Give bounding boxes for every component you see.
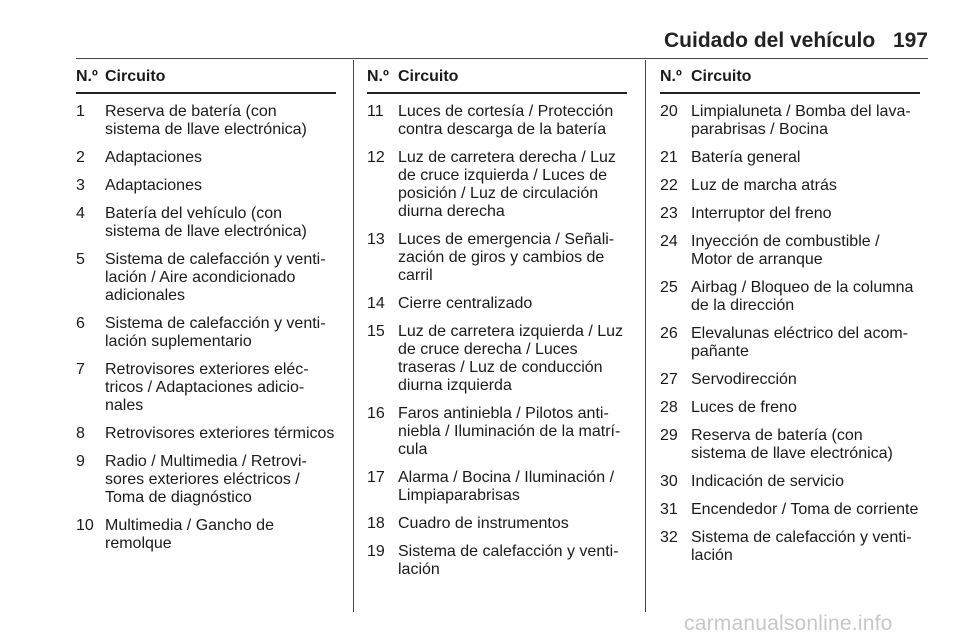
fuse-number: 32 [660,529,678,546]
fuse-entry [76,361,336,415]
fuse-circuit: Servodirección [691,371,797,388]
fuse-entry [367,295,627,313]
fuse-circuit: Luz de carretera izquierda / Luz de cruce derecha / Luces traseras / Luz de conducción diurna izquierda [398,323,624,394]
fuse-number: 30 [660,473,678,490]
fuse-number: 7 [76,361,85,378]
fuse-entry [76,315,336,351]
fuse-entry [660,529,920,565]
fuse-entry [76,149,336,167]
header-circuit: Circuito [691,68,752,85]
fuse-number: 25 [660,279,678,296]
page-header [664,26,928,56]
fuse-number: 5 [76,251,85,268]
fuse-number: 1 [76,103,85,120]
fuse-entry [76,103,336,139]
fuse-circuit: Sistema de calefacción y ventilación / Aire acondicionado adicionales [105,251,326,304]
fuse-entry [76,177,336,195]
fuse-entry [660,177,920,195]
fuse-circuit: Adaptaciones [105,177,202,194]
fuse-number: 23 [660,205,678,222]
fuse-entry [660,205,920,223]
fuse-circuit: Elevalunas eléctrico del acompañante [691,325,908,360]
fuse-number: 12 [367,149,385,166]
fuse-entry [660,501,920,519]
fuse-number: 20 [660,103,678,120]
fuse-circuit: Reserva de batería (con sistema de llave electrónica) [691,427,893,462]
fuse-entry [367,231,627,285]
fuse-entry [660,279,920,315]
fuse-number: 13 [367,231,385,248]
fuse-entry [367,323,627,395]
header-num: N.º [660,68,682,85]
fuse-entry [76,453,336,507]
fuse-entry [76,251,336,305]
fuse-circuit: Batería general [691,149,801,166]
fuse-number: 21 [660,149,678,166]
watermark: carmanualsonline.info [684,612,893,635]
fuse-column-3 [660,64,920,575]
fuse-entry [76,425,336,443]
fuse-number: 15 [367,323,385,340]
fuse-number: 24 [660,233,678,250]
fuse-circuit: Interruptor del freno [691,205,832,222]
fuse-circuit: Airbag / Bloqueo de la columna de la dirección [691,279,914,314]
fuse-number: 2 [76,149,85,166]
fuse-number: 6 [76,315,85,332]
fuse-entry [660,149,920,167]
fuse-entry [660,233,920,269]
fuse-circuit: Batería del vehículo (con sistema de llave electrónica) [105,205,307,240]
fuse-number: 26 [660,325,678,342]
fuse-circuit: Adaptaciones [105,149,202,166]
fuse-circuit: Radio / Multimedia / Retrovisores exteriores eléctricos / Toma de diagnóstico [105,453,307,506]
page-title: Cuidado del vehículo [664,29,876,52]
fuse-circuit: Cuadro de instrumentos [398,515,569,532]
fuse-circuit: Alarma / Bocina / Iluminación / Limpiaparabrisas [398,469,615,504]
fuse-entry [76,205,336,241]
header-circuit: Circuito [105,68,166,85]
fuse-number: 22 [660,177,678,194]
page-number: 197 [892,29,928,52]
fuse-circuit: Luces de freno [691,399,797,416]
fuse-circuit: Indicación de servicio [691,473,844,490]
fuse-number: 10 [76,517,94,534]
column-header [367,64,627,94]
fuse-circuit: Luces de cortesía / Protección contra descarga de la batería [398,103,614,138]
fuse-entry [367,543,627,579]
fuse-entry [660,473,920,491]
header-divider [76,58,928,59]
fuse-circuit: Sistema de calefacción y ventilación [691,529,912,564]
fuse-number: 11 [367,103,384,120]
column-divider [645,60,646,612]
fuse-number: 29 [660,427,678,444]
fuse-circuit: Reserva de batería (con sistema de llave electrónica) [105,103,307,138]
fuse-circuit: Retrovisores exteriores térmicos [105,425,335,442]
fuse-circuit: Multimedia / Gancho de remolque [105,517,274,552]
fuse-circuit: Luces de emergencia / Señalización de giros y cambios de carril [398,231,615,284]
fuse-number: 14 [367,295,385,312]
fuse-number: 3 [76,177,85,194]
header-circuit: Circuito [398,68,459,85]
fuse-entry [367,515,627,533]
fuse-number: 8 [76,425,85,442]
fuse-entry [660,325,920,361]
fuse-circuit: Faros antiniebla / Pilotos antiniebla / Iluminación de la matrícula [398,405,621,458]
fuse-circuit: Retrovisores exteriores eléctricos / Adaptaciones adicionales [105,361,309,414]
fuse-circuit: Encendedor / Toma de corriente [691,501,919,518]
fuse-entry [660,399,920,417]
fuse-number: 17 [367,469,385,486]
fuse-entry [660,371,920,389]
fuse-number: 27 [660,371,678,388]
column-header [660,64,920,94]
fuse-circuit: Luz de marcha atrás [691,177,837,194]
fuse-entry [367,405,627,459]
fuse-entry [660,103,920,139]
fuse-circuit: Inyección de combustible / Motor de arranque [691,233,880,268]
column-header [76,64,336,94]
fuse-column-1 [76,64,336,563]
fuse-column-2 [367,64,627,589]
fuse-number: 19 [367,543,385,560]
fuse-entry [367,469,627,505]
fuse-number: 4 [76,205,85,222]
fuse-circuit: Cierre centralizado [398,295,533,312]
fuse-number: 16 [367,405,385,422]
fuse-entry [367,149,627,221]
fuse-circuit: Limpialuneta / Bomba del lavaparabrisas / Bocina [691,103,911,138]
fuse-circuit: Sistema de calefacción y ventilación suplementario [105,315,326,350]
column-divider [353,60,354,612]
fuse-entry [76,517,336,553]
fuse-number: 31 [660,501,678,518]
fuse-entry [367,103,627,139]
fuse-circuit: Sistema de calefacción y ventilación [398,543,619,578]
fuse-entry [660,427,920,463]
fuse-number: 28 [660,399,678,416]
fuse-number: 9 [76,453,85,470]
fuse-circuit: Luz de carretera derecha / Luz de cruce izquierda / Luces de posición / Luz de circulación diurna derecha [398,149,616,220]
header-num: N.º [76,68,98,85]
fuse-number: 18 [367,515,385,532]
header-num: N.º [367,68,389,85]
